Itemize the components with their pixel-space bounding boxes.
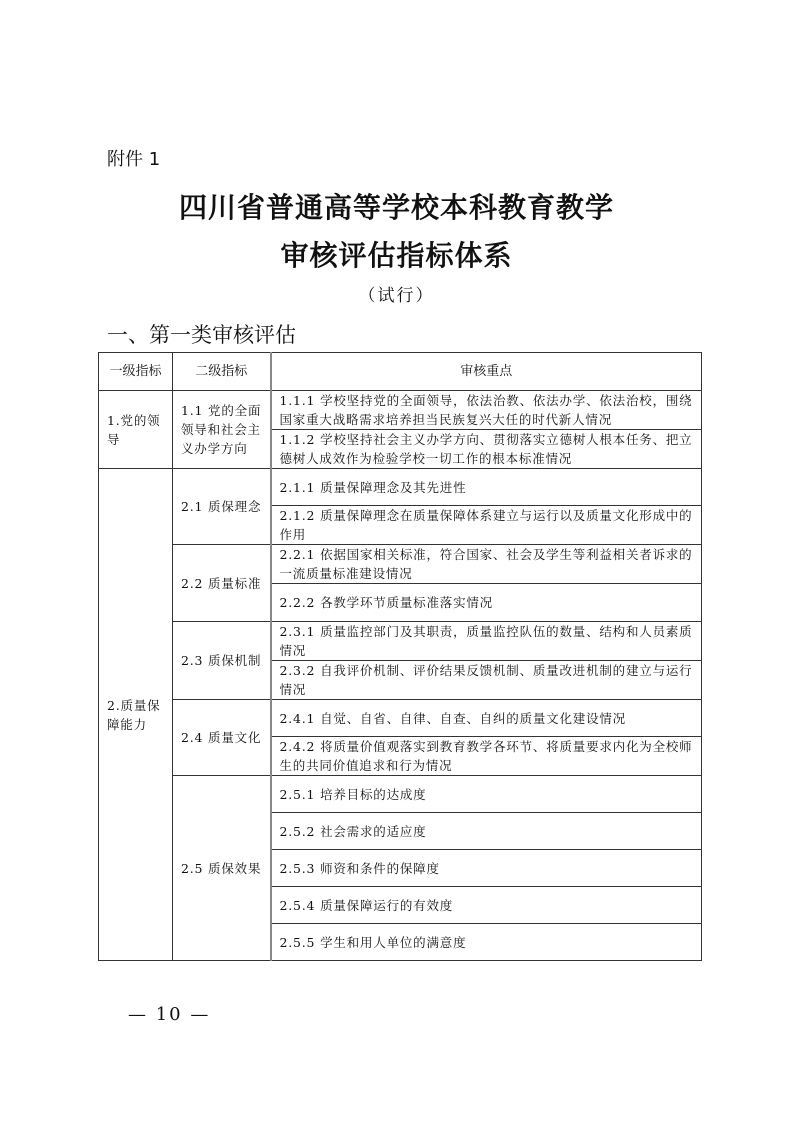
review-point-cell: 2.5.1 培养目标的达成度 bbox=[271, 776, 702, 813]
review-point-cell: 2.5.3 师资和条件的保障度 bbox=[271, 850, 702, 887]
review-point-cell: 1.1.1 学校坚持党的全面领导，依法治教、依法办学、依法治校，围绕国家重大战略需求培养担当民族复兴大任的时代新人情况 bbox=[271, 391, 702, 430]
review-point-cell: 2.4.2 将质量价值观落实到教育教学各环节、将质量要求内化为全校师生的共同价值追求和行为情况 bbox=[271, 737, 702, 776]
level2-cell: 2.4 质量文化 bbox=[173, 700, 271, 776]
review-point-cell: 2.2.1 依据国家相关标准，符合国家、社会及学生等利益相关者诉求的一流质量标准建设情况 bbox=[271, 545, 702, 584]
header-level1: 一级指标 bbox=[99, 353, 173, 391]
section-heading: 一、第一类审核评估 bbox=[107, 323, 296, 347]
header-review-points: 审核重点 bbox=[271, 353, 702, 391]
review-point-cell: 2.4.1 自觉、自省、自律、自查、自纠的质量文化建设情况 bbox=[271, 700, 702, 737]
review-point-cell: 2.5.4 质量保障运行的有效度 bbox=[271, 887, 702, 924]
review-point-cell: 2.3.2 自我评价机制、评价结果反馈机制、质量改进机制的建立与运行情况 bbox=[271, 661, 702, 700]
review-point-cell: 2.1.1 质量保障理念及其先进性 bbox=[271, 469, 702, 506]
level2-cell: 2.5 质保效果 bbox=[173, 776, 271, 961]
level2-cell: 2.3 质保机制 bbox=[173, 622, 271, 700]
level2-cell: 2.1 质保理念 bbox=[173, 469, 271, 545]
table-row bbox=[99, 622, 702, 661]
document-title-line-2: 审核评估指标体系 bbox=[280, 239, 513, 272]
page-number: — 10 — bbox=[128, 1004, 211, 1025]
review-point-cell: 2.1.2 质量保障理念在质量保障体系建立与运行以及质量文化形成中的作用 bbox=[271, 506, 702, 545]
table-row bbox=[99, 776, 702, 813]
level2-cell: 1.1 党的全面领导和社会主义办学方向 bbox=[173, 391, 271, 469]
review-point-cell: 2.2.2 各教学环节质量标准落实情况 bbox=[271, 584, 702, 622]
table-row bbox=[99, 391, 702, 430]
review-point-cell: 2.3.1 质量监控部门及其职责，质量监控队伍的数量、结构和人员素质情况 bbox=[271, 622, 702, 661]
level1-cell: 2.质量保障能力 bbox=[99, 469, 173, 961]
document-title-line-1: 四川省普通高等学校本科教育教学 bbox=[178, 191, 614, 224]
table-row bbox=[99, 545, 702, 584]
attachment-label: 附件 1 bbox=[107, 149, 161, 170]
level2-cell: 2.2 质量标准 bbox=[173, 545, 271, 622]
review-point-cell: 2.5.5 学生和用人单位的满意度 bbox=[271, 924, 702, 961]
level1-cell: 1.党的领导 bbox=[99, 391, 173, 469]
indicator-table bbox=[98, 352, 702, 961]
review-point-cell: 1.1.2 学校坚持社会主义办学方向、贯彻落实立德树人根本任务、把立德树人成效作为检验学校一切工作的根本标准情况 bbox=[271, 430, 702, 469]
table-row bbox=[99, 700, 702, 737]
table-row bbox=[99, 469, 702, 506]
header-level2: 二级指标 bbox=[173, 353, 271, 391]
review-point-cell: 2.5.2 社会需求的适应度 bbox=[271, 813, 702, 850]
table-header-row bbox=[99, 353, 702, 391]
document-subtitle: （试行） bbox=[358, 286, 435, 306]
